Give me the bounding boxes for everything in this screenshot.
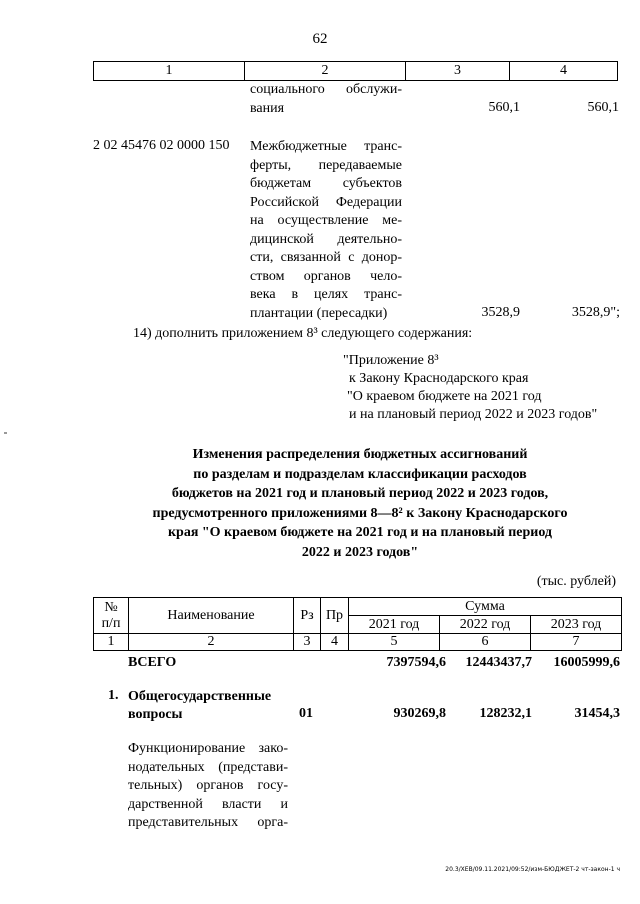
col-num-6: 6 bbox=[440, 634, 531, 651]
section-1-2023: 31454,3 bbox=[574, 706, 620, 721]
total-label: ВСЕГО bbox=[128, 655, 177, 670]
col-num-4: 4 bbox=[321, 634, 349, 651]
section-1-rz: 01 bbox=[299, 706, 313, 721]
section-1-number: 1. bbox=[108, 688, 119, 703]
row-b-value-3: 3528,9 bbox=[481, 305, 520, 320]
section-1-2021: 930269,8 bbox=[393, 706, 446, 721]
total-2022: 12443437,7 bbox=[465, 655, 532, 670]
row-b-value-4: 3528,9"; bbox=[571, 305, 620, 320]
col-num-1: 1 bbox=[94, 634, 129, 651]
col-header-1: 1 bbox=[94, 62, 245, 81]
margin-mark bbox=[4, 432, 7, 434]
header-sum: Сумма bbox=[349, 598, 622, 616]
document-title: Изменения распределения бюджетных ассигнований по разделам и подразделам классификации расходов бюджетов на 2021 год и плановый период 2022 и 2023 годов, предусмотренного приложениями 8—8² к Закону Краснодарского края "О краевом бюджете на 2021 год и на плановый период 2022 и 2023 годов" bbox=[152, 447, 568, 560]
row-a-value-4: 560,1 bbox=[587, 100, 619, 115]
col-header-3: 3 bbox=[406, 62, 510, 81]
budget-table-header bbox=[93, 597, 622, 651]
header-number: № п/п bbox=[94, 598, 129, 634]
col-header-4: 4 bbox=[510, 62, 618, 81]
row-a-value-3: 560,1 bbox=[488, 100, 520, 115]
footer-file-reference: 20.3/ХЕВ/09.11.2021/09:52/изм-БЮДЖЕТ-2 чт-закон-1 ч bbox=[445, 866, 620, 873]
appendix-heading: "Приложение 8³ к Закону Краснодарского края "О краевом бюджете на 2021 год и на плановый период 2022 и 2023 годов" bbox=[343, 353, 598, 422]
col-num-2: 2 bbox=[129, 634, 294, 651]
total-2023: 16005999,6 bbox=[553, 655, 620, 670]
unit-label: (тыс. рублей) bbox=[536, 574, 616, 589]
item-14-text: 14) дополнить приложением 8³ следующего содержания: bbox=[133, 326, 473, 341]
header-name: Наименование bbox=[129, 598, 294, 634]
col-num-5: 5 bbox=[349, 634, 440, 651]
header-2023: 2023 год bbox=[531, 616, 622, 634]
header-rz: Рз bbox=[294, 598, 321, 634]
col-num-3: 3 bbox=[294, 634, 321, 651]
row-b-name: Межбюджетные транс- ферты, передаваемые бюджетам субъектов Российской Федерации на осуществление ме- дицинской деятельно- сти, связанной с донор- ством органов чело- века в целях транс- плантации (пересадки) bbox=[250, 139, 402, 321]
header-pr: Пр bbox=[321, 598, 349, 634]
header-2022: 2022 год bbox=[440, 616, 531, 634]
section-1-name: Общегосударственные вопросы bbox=[128, 689, 272, 722]
row-b-code: 2 02 45476 02 0000 150 bbox=[93, 138, 230, 153]
continuation-table-header bbox=[93, 61, 618, 81]
function-description: Функционирование зако- нодательных (представи- тельных) органов госу- дарственной власти и представительных орга- bbox=[128, 741, 288, 830]
row-a-name: социального обслужи- вания bbox=[250, 82, 402, 116]
page-number: 62 bbox=[312, 31, 328, 47]
col-num-7: 7 bbox=[531, 634, 622, 651]
header-2021: 2021 год bbox=[349, 616, 440, 634]
col-header-2: 2 bbox=[245, 62, 406, 81]
total-2021: 7397594,6 bbox=[386, 655, 446, 670]
section-1-2022: 128232,1 bbox=[479, 706, 532, 721]
